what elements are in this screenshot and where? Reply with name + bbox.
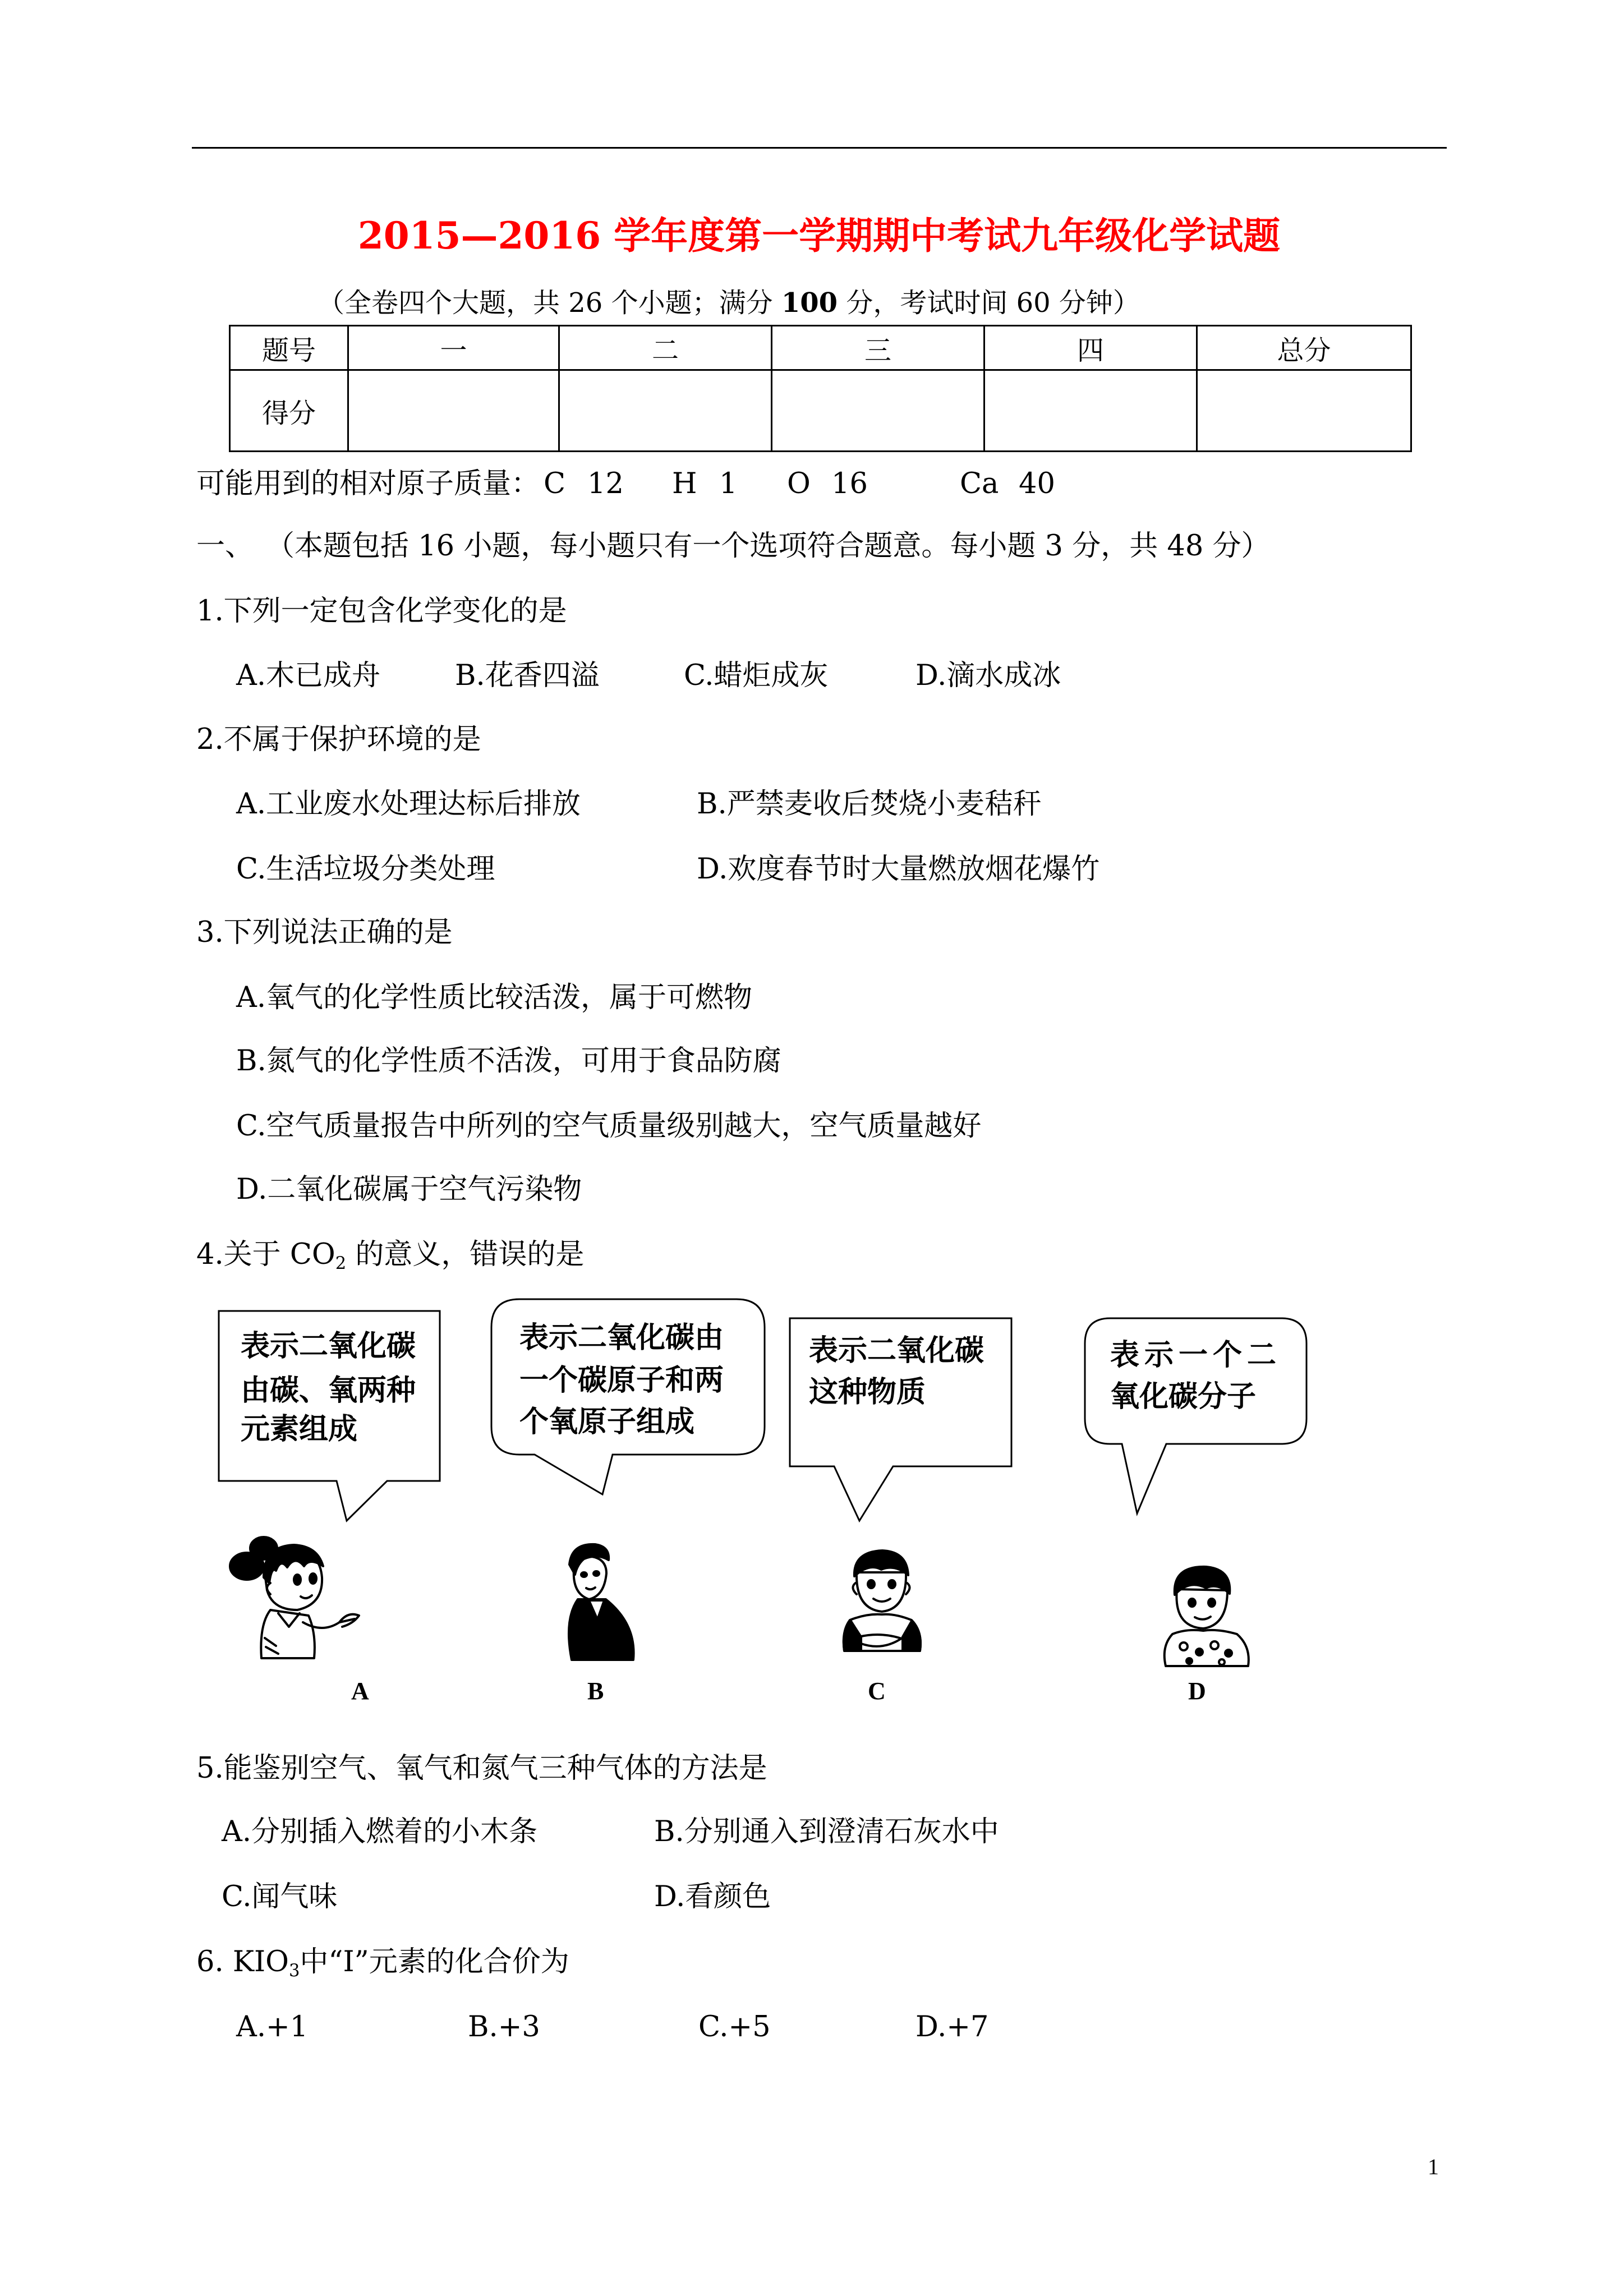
bubble-line: 氧化碳分子 (1110, 1380, 1257, 1414)
figure-label-c: C (868, 1677, 886, 1705)
man-illustration (558, 1540, 640, 1663)
score-table-cell (984, 370, 1197, 452)
score-table-row-label: 得分 (230, 370, 348, 452)
question-stem: 2.不属于保护环境的是 (196, 723, 481, 756)
element-symbol: Ca (960, 467, 999, 500)
question-stem (196, 1238, 584, 1272)
stem-text-after: 中“I”元素的化合价为 (300, 1945, 569, 1978)
answer-option: A.+1 (236, 2010, 309, 2044)
answer-option: C.闻气味 (222, 1880, 338, 1913)
answer-option: C.空气质量报告中所列的空气质量级别越大，空气质量越好 (236, 1110, 982, 1143)
speech-bubble-b (486, 1294, 770, 1501)
stem-text-after: 的意义，错误的是 (346, 1238, 585, 1271)
exam-subtitle (318, 286, 1140, 320)
score-table (229, 325, 1412, 452)
bubble-line: 表示二氧化碳 (241, 1329, 416, 1363)
question-stem: 5.能鉴别空气、氧气和氮气三种气体的方法是 (196, 1752, 767, 1785)
answer-option: C.生活垃圾分类处理 (236, 853, 495, 886)
atomic-mass-label: 可能用到的相对原子质量： (196, 467, 540, 500)
boy-illustration (1156, 1562, 1257, 1669)
figure-label-b: B (587, 1677, 604, 1705)
element-mass: 12 (587, 467, 624, 500)
answer-option: A.氧气的化学性质比较活泼，属于可燃物 (236, 981, 753, 1014)
section-number: 一、 (196, 530, 254, 563)
boy-illustration (839, 1547, 926, 1654)
answer-option: D.看颜色 (654, 1880, 771, 1913)
answer-option: B.分别通入到澄清石灰水中 (654, 1815, 999, 1848)
answer-option: B.严禁麦收后焚烧小麦秸秆 (697, 788, 1042, 821)
answer-option: A.木已成舟 (236, 659, 381, 692)
answer-option: D.二氧化碳属于空气污染物 (236, 1173, 582, 1206)
girl-illustration (224, 1526, 365, 1666)
chem-subscript: 3 (288, 1961, 300, 1981)
answer-option: B.花香四溢 (455, 659, 600, 692)
score-table-header-cell: 总分 (1197, 326, 1411, 370)
subtitle-total-score: 100 (781, 287, 838, 319)
man-figure-b (558, 1540, 640, 1663)
figure-label-a: A (351, 1677, 369, 1705)
subtitle-text-before: （全卷四个大题，共 26 个小题；满分 (318, 287, 781, 319)
score-table-header-cell: 题号 (230, 326, 348, 370)
element-symbol: C (544, 467, 566, 500)
element-symbol: O (787, 467, 811, 500)
score-table-header-row (230, 326, 1411, 370)
speech-bubble-d (1079, 1313, 1312, 1520)
bubble-line: 由碳、氧两种 (241, 1374, 416, 1407)
stem-text-before: 6. KIO (196, 1945, 289, 1978)
score-table-cell (772, 370, 984, 452)
answer-option: C.蜡炬成灰 (684, 659, 829, 692)
score-table-cell (348, 370, 559, 452)
boy-figure-d (1156, 1562, 1257, 1669)
score-table-score-row (230, 370, 1411, 452)
answer-option: B.+3 (468, 2010, 540, 2044)
score-table-header-cell: 三 (772, 326, 984, 370)
chem-subscript: 2 (335, 1254, 347, 1274)
question-stem (196, 1945, 569, 1979)
bubble-line: 元素组成 (241, 1412, 358, 1446)
header-rule (192, 147, 1447, 149)
question-stem: 3.下列说法正确的是 (196, 916, 453, 949)
stem-text-before: 4.关于 CO (196, 1238, 335, 1271)
answer-option: C.+5 (698, 2010, 771, 2044)
speech-bubble-c (784, 1313, 1017, 1526)
question-stem: 1.下列一定包含化学变化的是 (196, 595, 567, 628)
score-table-cell (559, 370, 772, 452)
section-instructions: （本题包括 16 小题，每小题只有一个选项符合题意。每小题 3 分，共 48 分） (266, 530, 1270, 563)
answer-option: D.+7 (915, 2010, 989, 2044)
exam-title: 2015—2016 学年度第一学期期中考试九年级化学试题 (357, 214, 1281, 257)
element-mass: 40 (1019, 467, 1055, 500)
bubble-line: 表示二氧化碳由 (519, 1321, 724, 1355)
answer-option: D.滴水成冰 (915, 659, 1061, 692)
boy-figure-c (839, 1547, 926, 1654)
bubble-line: 表示一个二 (1110, 1338, 1282, 1372)
figure-label-d: D (1188, 1677, 1206, 1705)
bubble-line: 表示二氧化碳 (809, 1334, 984, 1368)
answer-option: A.工业废水处理达标后排放 (236, 788, 581, 821)
score-table-header-cell: 二 (559, 326, 772, 370)
answer-option: B.氮气的化学性质不活泼，可用于食品防腐 (236, 1045, 781, 1078)
score-table-header-cell: 一 (348, 326, 559, 370)
subtitle-text-after: 分，考试时间 60 分钟） (838, 287, 1140, 319)
bubble-line: 个氧原子组成 (519, 1405, 695, 1439)
answer-option: D.欢度春节时大量燃放烟花爆竹 (697, 853, 1100, 886)
score-table-header-cell: 四 (984, 326, 1197, 370)
page-number: 1 (1428, 2154, 1439, 2179)
bubble-line: 一个碳原子和两 (519, 1364, 724, 1397)
element-mass: 1 (719, 467, 738, 500)
answer-option: A.分别插入燃着的小木条 (222, 1815, 538, 1848)
element-mass: 16 (831, 467, 868, 500)
bubble-line: 这种物质 (809, 1375, 926, 1409)
element-symbol: H (672, 467, 697, 500)
speech-bubble-a (213, 1305, 449, 1530)
girl-figure-a (224, 1526, 365, 1666)
score-table-cell (1197, 370, 1411, 452)
